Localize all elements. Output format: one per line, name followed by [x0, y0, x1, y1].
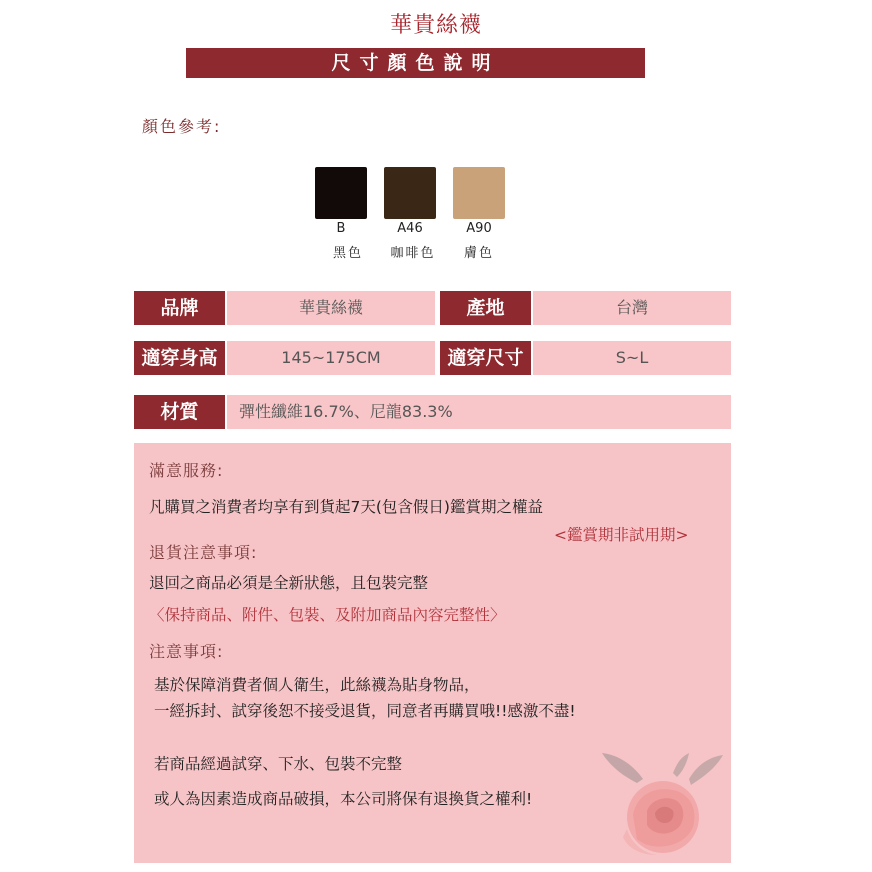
size-label: 適穿尺寸	[440, 341, 531, 375]
swatch-coffee	[384, 167, 436, 219]
size-value: S~L	[533, 341, 731, 375]
satisfaction-note: <鑑賞期非試用期>	[554, 526, 689, 544]
spec-row-brand-origin	[134, 291, 731, 325]
color-name-coffee: 咖啡色	[390, 246, 436, 261]
brand-title: 華貴絲襪	[389, 13, 482, 38]
attention-line-3: 若商品經過試穿、下水、包裝不完整	[154, 755, 403, 773]
material-value: 彈性纖維16.7%、尼龍83.3%	[227, 395, 731, 429]
color-code-coffee: A46	[397, 221, 423, 236]
spec-row-height-size	[134, 341, 731, 375]
attention-line-2: 一經拆封、試穿後恕不接受退貨，同意者再購買哦!!感激不盡!	[154, 702, 576, 720]
swatch-black	[315, 167, 367, 219]
height-label: 適穿身高	[134, 341, 225, 375]
satisfaction-text: 凡購買之消費者均享有到貨起7天(包含假日)鑑賞期之權益	[149, 498, 543, 516]
color-reference-label: 顏色參考:	[142, 117, 222, 136]
color-code-black: B	[336, 221, 346, 236]
return-note: 〈保持商品、附件、包裝、及附加商品內容完整性〉	[149, 606, 506, 624]
origin-value: 台灣	[533, 291, 731, 325]
attention-line-1: 基於保障消費者個人衛生，此絲襪為貼身物品，	[154, 676, 480, 694]
brand-label: 品牌	[134, 291, 225, 325]
attention-title: 注意事項:	[149, 642, 224, 661]
return-title: 退貨注意事項:	[149, 543, 258, 562]
spec-row-material	[134, 395, 731, 429]
color-name-skin: 膚色	[463, 246, 494, 261]
height-value: 145~175CM	[227, 341, 435, 375]
satisfaction-title: 滿意服務:	[149, 461, 224, 480]
origin-label: 產地	[440, 291, 531, 325]
return-text: 退回之商品必須是全新狀態，且包裝完整	[149, 574, 429, 592]
notice-panel	[134, 443, 731, 863]
material-label: 材質	[134, 395, 225, 429]
swatch-skin	[453, 167, 505, 219]
rose-decoration-icon	[597, 743, 729, 861]
color-code-skin: A90	[466, 221, 492, 236]
section-banner: 尺寸顏色說明	[186, 48, 645, 78]
attention-line-4: 或人為因素造成商品破損，本公司將保有退換貨之權利!	[154, 790, 533, 808]
color-name-black: 黑色	[332, 246, 363, 261]
brand-value: 華貴絲襪	[227, 291, 435, 325]
